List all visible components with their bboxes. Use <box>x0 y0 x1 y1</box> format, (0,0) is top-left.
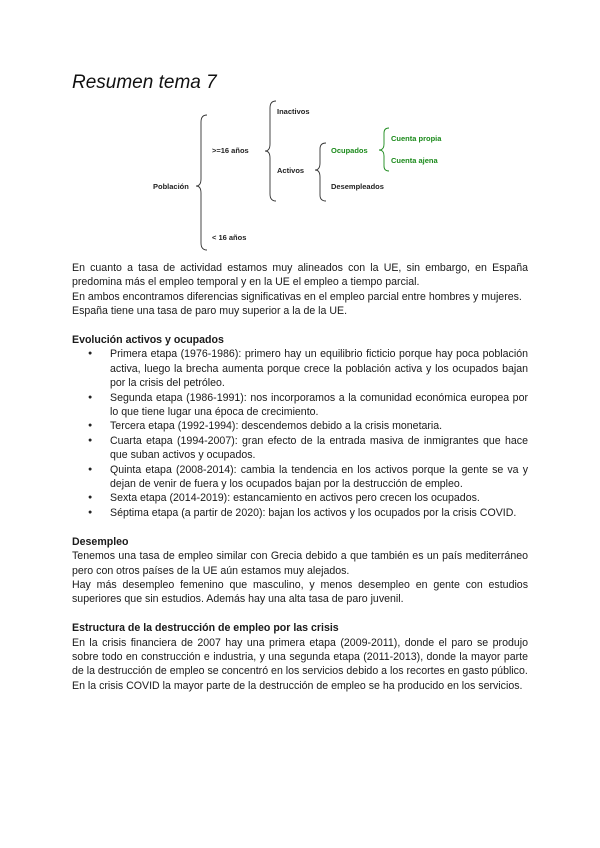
list-item: ● Tercera etapa (1992-1994): descendemos debido a la crisis monetaria. <box>72 419 528 433</box>
document-body <box>72 261 528 693</box>
label-inactivos: Inactivos <box>277 107 310 116</box>
label-cuenta-propia: Cuenta propia <box>391 134 442 143</box>
page-title: Resumen tema 7 <box>72 72 217 93</box>
intro-paragraph: En cuanto a tasa de actividad estamos muy alineados con la UE, sin embargo, en España predomina más el empleo temporal y en la UE el empleo a tiempo parcial. <box>72 262 528 289</box>
label-menores-16: < 16 años <box>212 233 247 242</box>
section-heading-estructura: Estructura de la destrucción de empleo por las crisis <box>72 622 339 635</box>
desempleo-paragraph: Tenemos una tasa de empleo similar con Grecia debido a que también es un país mediterráneo pero con otros países de la UE aún estamos muy alejados. <box>72 550 528 577</box>
bracket-activos <box>315 143 326 201</box>
label-ocupados: Ocupados <box>331 146 368 155</box>
evolucion-list <box>72 347 528 520</box>
list-item: ● Segunda etapa (1986-1991): nos incorporamos a la comunidad económica europea por lo que tiene lugar una época de crecimiento. <box>72 391 528 420</box>
label-mayores-16: >=16 años <box>212 146 249 155</box>
list-item: ● Cuarta etapa (1994-2007): gran efecto de la entrada masiva de inmigrantes que hace que suban activos y ocupados. <box>72 434 528 463</box>
bracket-ocupados <box>379 128 389 171</box>
intro-paragraph: España tiene una tasa de paro muy superior a la de la UE. <box>72 305 348 318</box>
estructura-paragraph: En la crisis financiera de 2007 hay una primera etapa (2009-2011), donde el paro se produjo sobre todo en construcción e industria, y una segunda etapa (2011-2013), donde la mayor parte de la destrucción de empleo se concentró en los servicios debido a los recortes en gasto público. <box>72 636 528 678</box>
section-heading-desempleo: Desempleo <box>72 535 129 548</box>
estructura-paragraph: En la crisis COVID la mayor parte de la destrucción de empleo se ha producido en los servicios. <box>72 679 523 692</box>
label-cuenta-ajena: Cuenta ajena <box>391 156 438 165</box>
intro-paragraph: En ambos encontramos diferencias significativas en el empleo parcial entre hombres y mujeres. <box>72 290 522 303</box>
diagram-brackets <box>0 0 600 260</box>
label-activos: Activos <box>277 166 305 175</box>
list-item: ● Quinta etapa (2008-2014): cambia la tendencia en los activos porque la gente se va y dejan de venir de fuera y los ocupados bajan por la destrucción de empleo. <box>72 463 528 492</box>
population-diagram <box>0 0 600 260</box>
list-item: ● Primera etapa (1976-1986): primero hay un equilibrio ficticio porque hay poca población activa, luego la brecha aumenta porque crece la población activa y los ocupados bajan por la crisis del petróleo. <box>72 347 528 390</box>
bracket-mayores <box>265 101 276 201</box>
list-item: ● Séptima etapa (a partir de 2020): bajan los activos y los ocupados por la crisis COVID. <box>72 506 528 520</box>
section-heading-evolucion: Evolución activos y ocupados <box>72 334 224 347</box>
bracket-poblacion <box>196 115 207 250</box>
label-poblacion: Población <box>153 182 189 191</box>
list-item: ● Sexta etapa (2014-2019): estancamiento en activos pero crecen los ocupados. <box>72 491 528 505</box>
label-desempleados: Desempleados <box>331 182 384 191</box>
desempleo-paragraph: Hay más desempleo femenino que masculino, y menos desempleo en gente con estudios superiores que sin estudios. Además hay una alta tasa de paro juvenil. <box>72 578 528 606</box>
